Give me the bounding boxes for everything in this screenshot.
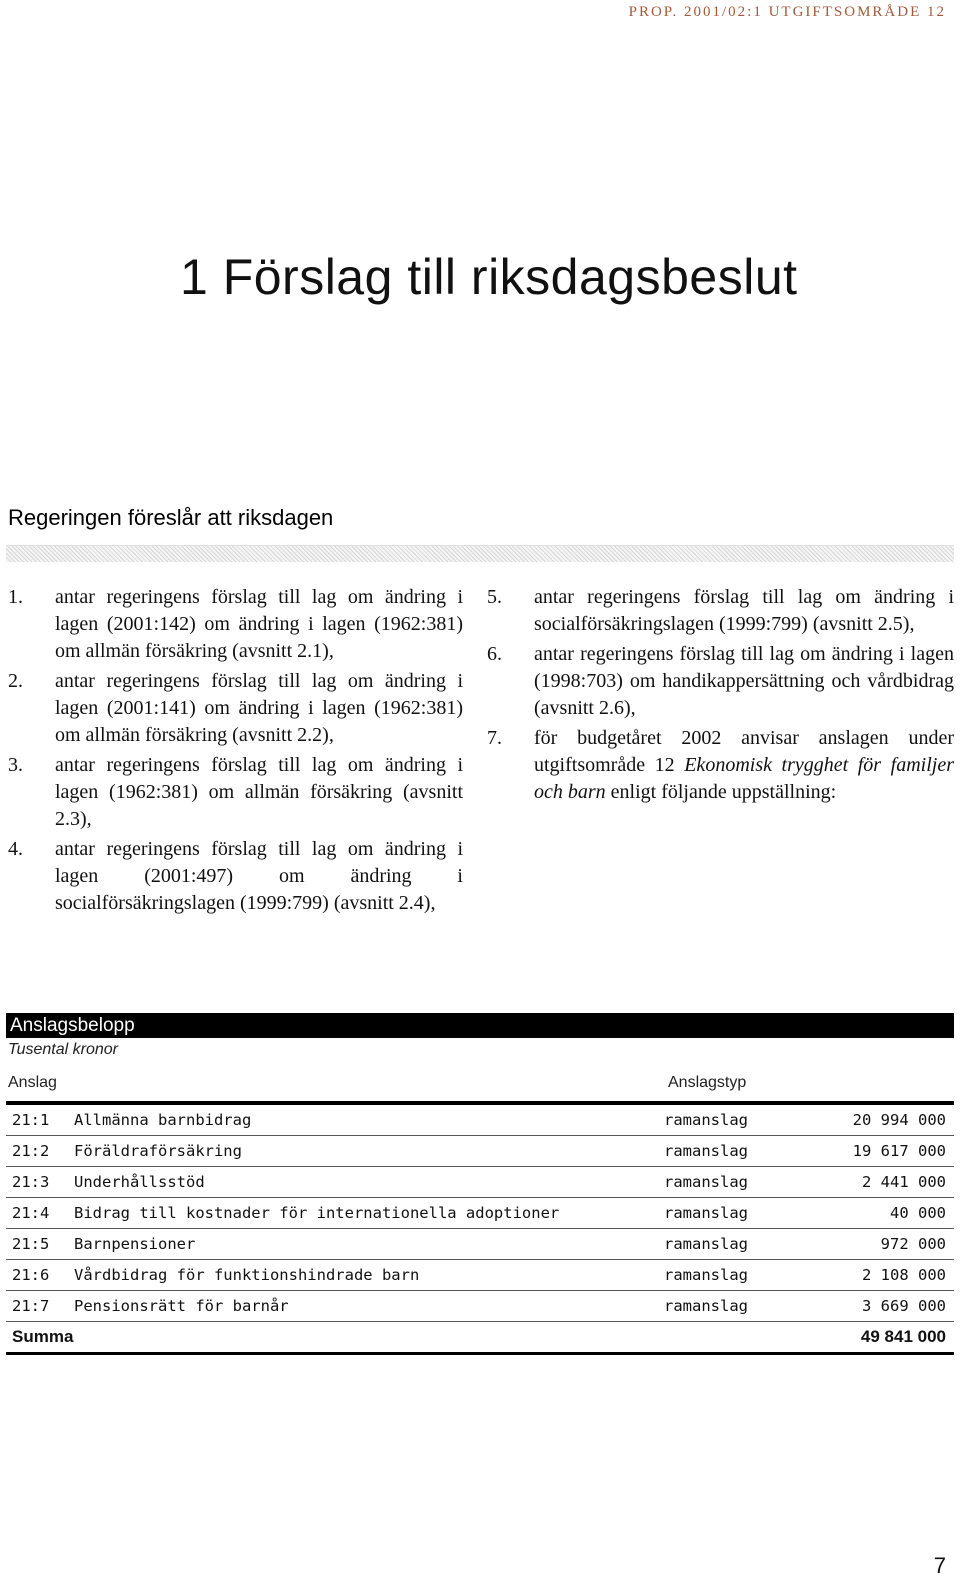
- row-amount: 2 108 000: [824, 1260, 954, 1291]
- row-amount: 40 000: [824, 1198, 954, 1229]
- shaded-divider: [6, 545, 954, 562]
- row-code: 21:1: [6, 1105, 74, 1136]
- row-name: Barnpensioner: [74, 1229, 664, 1260]
- proposal-item-4: [8, 836, 463, 917]
- sum-label: Summa: [6, 1322, 824, 1354]
- row-code: 21:6: [6, 1260, 74, 1291]
- table-row: [6, 1105, 954, 1136]
- page-number: 7: [933, 1553, 946, 1578]
- row-code: 21:2: [6, 1136, 74, 1167]
- row-type: ramanslag: [664, 1167, 824, 1198]
- proposal-list-left: [8, 584, 463, 920]
- proposal-text: [534, 727, 954, 803]
- proposal-number: 4.: [8, 838, 23, 860]
- running-header: PROP. 2001/02:1 UTGIFTSOMRÅDE 12: [628, 4, 946, 20]
- table-sum-row: [6, 1322, 954, 1354]
- proposal-item-6: [487, 641, 954, 722]
- proposal-text: antar regeringens förslag till lag om ändring i lagen (2001:142) om ändring i lagen (1962:381) om allmän försäkring (avsnitt 2.1),: [55, 586, 463, 662]
- proposal-text-italic: Ekonomisk trygghet för familjer och barn: [534, 754, 954, 803]
- row-type: ramanslag: [664, 1229, 824, 1260]
- row-name: Pensionsrätt för barnår: [74, 1291, 664, 1322]
- table-row: [6, 1198, 954, 1229]
- table-header: [6, 1074, 954, 1105]
- row-type: ramanslag: [664, 1136, 824, 1167]
- chapter-title: 1 Förslag till riksdagsbeslut: [180, 249, 798, 305]
- section-heading: Regeringen föreslår att riksdagen: [8, 505, 334, 530]
- proposal-number: 5.: [487, 586, 502, 608]
- table-subtitle: Tusental kronor: [8, 1041, 118, 1058]
- proposal-number: 1.: [8, 586, 23, 608]
- row-code: 21:4: [6, 1198, 74, 1229]
- row-type: ramanslag: [664, 1260, 824, 1291]
- row-amount: 20 994 000: [824, 1105, 954, 1136]
- column-header-anslagstyp: Anslagstyp: [668, 1074, 747, 1091]
- table-row: [6, 1167, 954, 1198]
- table-row: [6, 1136, 954, 1167]
- row-code: 21:3: [6, 1167, 74, 1198]
- row-type: ramanslag: [664, 1291, 824, 1322]
- row-code: 21:5: [6, 1229, 74, 1260]
- proposal-item-1: [8, 584, 463, 665]
- proposal-text: antar regeringens förslag till lag om ändring i lagen (1962:381) om allmän försäkring (avsnitt 2.3),: [55, 754, 463, 830]
- proposal-text: antar regeringens förslag till lag om ändring i lagen (2001:497) om ändring i socialförsäkringslagen (1999:799) (avsnitt 2.4),: [55, 838, 463, 914]
- row-name: Vårdbidrag för funktionshindrade barn: [74, 1260, 664, 1291]
- proposal-text-part: för budgetåret 2002 anvisar anslagen under utgiftsområde 12: [534, 727, 954, 776]
- table-row: [6, 1291, 954, 1322]
- proposal-number: 2.: [8, 670, 23, 692]
- proposal-item-5: [487, 584, 954, 638]
- proposal-list-right: [487, 584, 954, 809]
- row-name: Allmänna barnbidrag: [74, 1105, 664, 1136]
- proposal-text: antar regeringens förslag till lag om ändring i lagen (1998:703) om handikappersättning och vårdbidrag (avsnitt 2.6),: [534, 643, 954, 719]
- row-type: ramanslag: [664, 1198, 824, 1229]
- row-type: ramanslag: [664, 1105, 824, 1136]
- proposal-text-part: enligt följande uppställning:: [605, 781, 837, 803]
- proposal-number: 7.: [487, 727, 502, 749]
- column-header-anslag: Anslag: [8, 1074, 57, 1091]
- table-row: [6, 1260, 954, 1291]
- appropriations-table: [6, 1105, 954, 1355]
- proposal-item-2: [8, 668, 463, 749]
- proposal-item-3: [8, 752, 463, 833]
- row-amount: 2 441 000: [824, 1167, 954, 1198]
- row-amount: 3 669 000: [824, 1291, 954, 1322]
- row-name: Bidrag till kostnader för internationella adoptioner: [74, 1198, 664, 1229]
- proposal-text: antar regeringens förslag till lag om ändring i lagen (2001:141) om ändring i lagen (1962:381) om allmän försäkring (avsnitt 2.2),: [55, 670, 463, 746]
- row-code: 21:7: [6, 1291, 74, 1322]
- row-name: Underhållsstöd: [74, 1167, 664, 1198]
- row-amount: 19 617 000: [824, 1136, 954, 1167]
- proposal-item-7: [487, 725, 954, 806]
- sum-amount: 49 841 000: [824, 1322, 954, 1354]
- proposal-number: 6.: [487, 643, 502, 665]
- proposal-text: antar regeringens förslag till lag om ändring i socialförsäkringslagen (1999:799) (avsnitt 2.5),: [534, 586, 954, 635]
- proposal-number: 3.: [8, 754, 23, 776]
- table-title: Anslagsbelopp: [6, 1013, 954, 1038]
- row-amount: 972 000: [824, 1229, 954, 1260]
- row-name: Föräldraförsäkring: [74, 1136, 664, 1167]
- table-row: [6, 1229, 954, 1260]
